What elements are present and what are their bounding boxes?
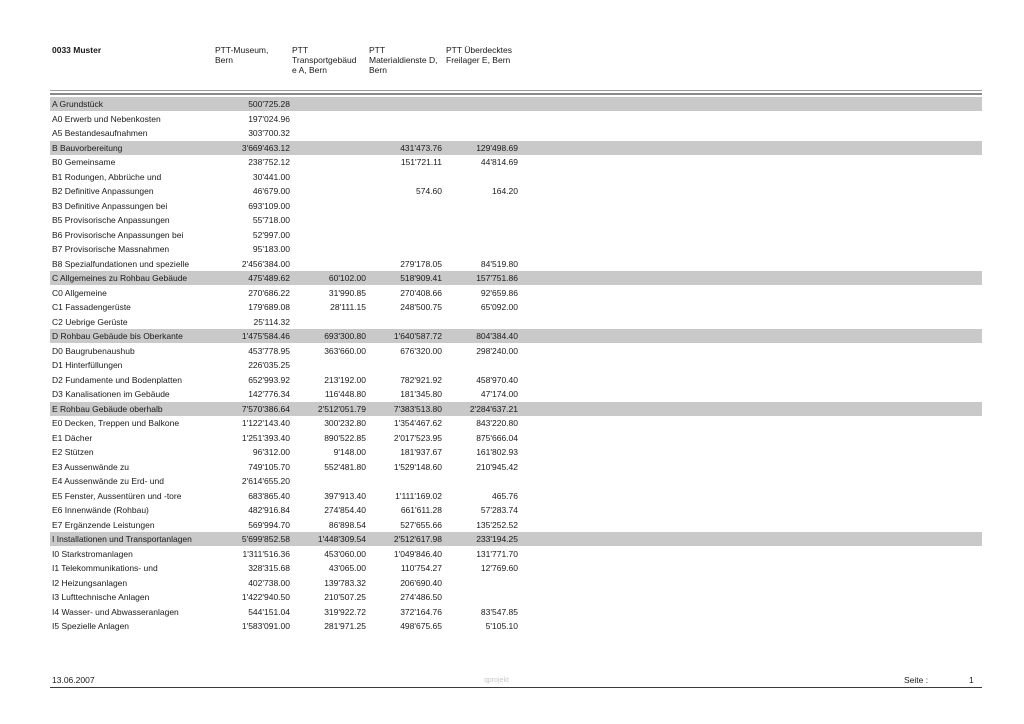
row-value-col-2: 60'102.00 bbox=[328, 273, 366, 283]
footer-page-number: 1 bbox=[969, 675, 974, 685]
row-value-col-1: 238'752.12 bbox=[248, 157, 290, 167]
row-value-col-3: 181'937.67 bbox=[400, 447, 442, 457]
table-row bbox=[50, 619, 982, 633]
row-value-col-3: 1'354'467.62 bbox=[393, 418, 442, 428]
row-value-col-3: 2'017'523.95 bbox=[393, 432, 442, 443]
row-value-col-1: 1'122'143.40 bbox=[241, 418, 290, 428]
row-value-col-3: 431'473.76 bbox=[400, 142, 442, 153]
group-row bbox=[50, 532, 982, 546]
row-label: B3 Definitive Anpassungen bei bbox=[52, 200, 168, 211]
row-value-col-3: 151'721.11 bbox=[400, 157, 442, 167]
table-row bbox=[50, 503, 982, 517]
group-row bbox=[50, 329, 982, 343]
row-value-col-2: 397'913.40 bbox=[324, 490, 366, 501]
table-row bbox=[50, 547, 982, 561]
column-header-line: e A, Bern bbox=[292, 65, 327, 75]
row-value-col-1: 500'725.28 bbox=[248, 99, 290, 109]
table-row bbox=[50, 416, 982, 430]
row-value-col-4: 92'659.86 bbox=[480, 287, 518, 298]
row-label: E3 Aussenwände zu bbox=[52, 461, 130, 472]
row-label: E7 Ergänzende Leistungen bbox=[52, 519, 155, 530]
row-label: B0 Gemeinsame bbox=[52, 157, 116, 167]
row-value-col-2: 274'854.40 bbox=[324, 505, 366, 515]
row-value-col-3: 518'909.41 bbox=[400, 273, 442, 283]
footer-date: 13.06.2007 bbox=[52, 675, 95, 685]
row-value-col-4: 83'547.85 bbox=[480, 606, 518, 617]
row-value-col-3: 206'690.40 bbox=[400, 577, 442, 588]
table-row bbox=[50, 112, 982, 126]
table-row bbox=[50, 228, 982, 242]
cost-table bbox=[50, 0, 982, 724]
row-value-col-1: 179'689.08 bbox=[248, 302, 290, 312]
row-value-col-4: 465.76 bbox=[492, 490, 518, 501]
row-label: I5 Spezielle Anlagen bbox=[52, 621, 130, 631]
row-value-col-1: 475'489.62 bbox=[248, 273, 290, 283]
row-value-col-1: 1'251'393.40 bbox=[241, 432, 290, 443]
row-value-col-3: 7'383'513.80 bbox=[393, 403, 442, 414]
column-header-line: PTT-Museum, bbox=[215, 45, 269, 55]
row-value-col-3: 1'049'846.40 bbox=[393, 548, 442, 559]
row-value-col-1: 142'776.34 bbox=[248, 389, 290, 399]
row-value-col-3: 1'529'148.60 bbox=[393, 461, 442, 472]
column-header-line: Bern bbox=[215, 55, 233, 65]
footer-watermark: qprojekt bbox=[484, 677, 509, 684]
row-value-col-4: 233'194.25 bbox=[476, 534, 518, 544]
row-value-col-4: 47'174.00 bbox=[480, 389, 518, 399]
column-header-line: PTT Überdecktes bbox=[446, 45, 512, 55]
row-value-col-1: 95'183.00 bbox=[252, 244, 290, 254]
row-label: A Grundstück bbox=[52, 99, 104, 109]
row-value-col-1: 1'583'091.00 bbox=[241, 621, 290, 631]
row-value-col-2: 213'192.00 bbox=[324, 374, 366, 385]
row-value-col-4: 5'105.10 bbox=[485, 621, 518, 631]
row-value-col-4: 458'970.40 bbox=[476, 374, 518, 385]
row-value-col-1: 25'114.32 bbox=[253, 316, 290, 327]
table-row bbox=[50, 155, 982, 169]
column-header-line: Materialdienste D, bbox=[369, 55, 438, 65]
row-value-col-1: 52'997.00 bbox=[252, 229, 290, 240]
table-row bbox=[50, 126, 982, 140]
row-value-col-2: 363'660.00 bbox=[324, 345, 366, 356]
row-label: C1 Fassadengerüste bbox=[52, 302, 131, 312]
table-row bbox=[50, 590, 982, 604]
row-value-col-2: 210'507.25 bbox=[324, 592, 366, 602]
row-value-col-3: 782'921.92 bbox=[400, 374, 442, 385]
row-value-col-1: 3'669'463.12 bbox=[241, 142, 290, 153]
row-value-col-2: 453'060.00 bbox=[324, 548, 366, 559]
group-row bbox=[50, 97, 982, 111]
row-label: D1 Hinterfüllungen bbox=[52, 360, 123, 370]
row-label: I4 Wasser- und Abwasseranlagen bbox=[52, 606, 179, 617]
row-value-col-2: 281'971.25 bbox=[324, 621, 366, 631]
row-value-col-4: 157'751.86 bbox=[476, 273, 518, 283]
row-value-col-4: 298'240.00 bbox=[476, 345, 518, 356]
row-label: I1 Telekommunikations- und bbox=[52, 563, 158, 573]
row-value-col-2: 28'111.15 bbox=[330, 302, 366, 312]
row-value-col-4: 164.20 bbox=[492, 186, 518, 196]
table-row bbox=[50, 576, 982, 590]
row-label: B5 Provisorische Anpassungen bbox=[52, 215, 170, 225]
row-label: B8 Spezialfundationen und spezielle bbox=[52, 258, 190, 269]
row-value-col-4: 131'771.70 bbox=[476, 548, 518, 559]
row-label: B2 Definitive Anpassungen bbox=[52, 186, 154, 196]
row-value-col-3: 279'178.05 bbox=[400, 258, 442, 269]
row-value-col-1: 693'109.00 bbox=[248, 200, 290, 211]
row-value-col-3: 1'111'169.02 bbox=[395, 490, 442, 501]
row-value-col-4: 843'220.80 bbox=[476, 418, 518, 428]
row-value-col-1: 55'718.00 bbox=[252, 215, 290, 225]
row-label: B6 Provisorische Anpassungen bei bbox=[52, 229, 184, 240]
row-value-col-4: 875'666.04 bbox=[476, 432, 518, 443]
row-value-col-4: 65'092.00 bbox=[480, 302, 518, 312]
row-value-col-1: 2'456'384.00 bbox=[241, 258, 290, 269]
row-value-col-1: 1'311'516.36 bbox=[242, 548, 290, 559]
table-row bbox=[50, 184, 982, 198]
table-row bbox=[50, 474, 982, 488]
footer-page-label: Seite : bbox=[904, 675, 929, 685]
row-label: A0 Erwerb und Nebenkosten bbox=[52, 113, 161, 124]
row-value-col-3: 2'512'617.98 bbox=[393, 534, 442, 544]
row-label: D Rohbau Gebäude bis Oberkante bbox=[52, 331, 183, 341]
row-label: D2 Fundamente und Bodenplatten bbox=[52, 374, 182, 385]
row-value-col-4: 161'802.93 bbox=[476, 447, 518, 457]
row-value-col-1: 749'105.70 bbox=[248, 461, 290, 472]
row-value-col-1: 46'679.00 bbox=[252, 186, 290, 196]
row-label: E2 Stützen bbox=[52, 447, 94, 457]
table-row bbox=[50, 431, 982, 445]
row-value-col-1: 197'024.96 bbox=[248, 113, 290, 124]
row-label: I2 Heizungsanlagen bbox=[52, 577, 128, 588]
row-label: C Allgemeines zu Rohbau Gebäude bbox=[52, 273, 188, 283]
row-label: C0 Allgemeine bbox=[52, 287, 107, 298]
row-value-col-2: 116'448.80 bbox=[324, 389, 366, 399]
row-value-col-1: 5'699'852.58 bbox=[241, 534, 290, 544]
column-header-line: Transportgebäud bbox=[292, 55, 357, 65]
column-header-line: Freilager E, Bern bbox=[446, 55, 511, 65]
row-value-col-1: 569'994.70 bbox=[248, 519, 290, 530]
table-row bbox=[50, 199, 982, 213]
row-value-col-4: 2'284'637.21 bbox=[469, 403, 518, 414]
table-row bbox=[50, 518, 982, 532]
table-row bbox=[50, 300, 982, 314]
row-value-col-2: 2'512'051.79 bbox=[317, 403, 366, 414]
row-value-col-1: 226'035.25 bbox=[248, 360, 290, 370]
row-value-col-2: 9'148.00 bbox=[333, 447, 366, 457]
row-value-col-3: 1'640'587.72 bbox=[393, 331, 442, 341]
row-value-col-1: 96'312.00 bbox=[252, 447, 290, 457]
table-row bbox=[50, 358, 982, 372]
group-row bbox=[50, 402, 982, 416]
row-label: I Installationen und Transportanlagen bbox=[52, 534, 192, 544]
row-value-col-4: 210'945.42 bbox=[476, 461, 518, 472]
row-value-col-3: 574.60 bbox=[416, 186, 442, 196]
table-row bbox=[50, 344, 982, 358]
row-value-col-4: 135'252.52 bbox=[476, 519, 518, 530]
table-row bbox=[50, 242, 982, 256]
row-label: B Bauvorbereitung bbox=[52, 142, 123, 153]
report-title: 0033 Muster bbox=[52, 45, 102, 55]
row-value-col-2: 693'300.80 bbox=[324, 331, 366, 341]
row-value-col-2: 300'232.80 bbox=[324, 418, 366, 428]
row-label: E4 Aussenwände zu Erd- und bbox=[52, 476, 164, 486]
table-row bbox=[50, 605, 982, 619]
row-value-col-1: 1'422'940.50 bbox=[241, 592, 290, 602]
table-row bbox=[50, 170, 982, 184]
row-label: I0 Starkstromanlagen bbox=[52, 548, 133, 559]
row-value-col-2: 43'065.00 bbox=[328, 563, 366, 573]
row-value-col-1: 303'700.32 bbox=[248, 128, 290, 138]
row-label: B1 Rodungen, Abbrüche und bbox=[52, 171, 162, 182]
column-header-line: Bern bbox=[369, 65, 387, 75]
row-value-col-4: 84'519.80 bbox=[480, 258, 518, 269]
row-value-col-1: 328'315.68 bbox=[248, 563, 290, 573]
row-value-col-1: 482'916.84 bbox=[248, 505, 290, 515]
table-row bbox=[50, 286, 982, 300]
row-label: E5 Fenster, Aussentüren und -tore bbox=[52, 490, 182, 501]
table-row bbox=[50, 460, 982, 474]
row-value-col-4: 12'769.60 bbox=[480, 563, 518, 573]
row-value-col-2: 139'783.32 bbox=[324, 577, 366, 588]
row-value-col-3: 181'345.80 bbox=[400, 389, 442, 399]
row-value-col-1: 270'686.22 bbox=[248, 287, 290, 298]
row-label: B7 Provisorische Massnahmen bbox=[52, 244, 170, 254]
row-value-col-2: 552'481.80 bbox=[324, 461, 366, 472]
row-value-col-3: 270'408.66 bbox=[400, 287, 442, 298]
row-value-col-3: 372'164.76 bbox=[400, 606, 442, 617]
row-value-col-3: 498'675.65 bbox=[400, 621, 442, 631]
row-label: I3 Lufttechnische Anlagen bbox=[52, 592, 150, 602]
row-value-col-1: 544'151.04 bbox=[248, 606, 290, 617]
row-value-col-4: 57'283.74 bbox=[480, 505, 518, 515]
row-value-col-1: 2'614'655.20 bbox=[241, 476, 290, 486]
row-value-col-2: 1'448'309.54 bbox=[317, 534, 366, 544]
row-value-col-3: 274'486.50 bbox=[400, 592, 442, 602]
row-value-col-3: 527'655.66 bbox=[400, 519, 442, 530]
row-label: E1 Dächer bbox=[52, 432, 93, 443]
group-row bbox=[50, 141, 982, 155]
row-value-col-4: 129'498.69 bbox=[476, 142, 518, 153]
row-value-col-3: 248'500.75 bbox=[400, 302, 442, 312]
row-value-col-1: 7'570'386.64 bbox=[241, 403, 290, 414]
table-row bbox=[50, 315, 982, 329]
row-value-col-1: 402'738.00 bbox=[248, 577, 290, 588]
row-value-col-1: 30'441.00 bbox=[252, 171, 290, 182]
row-value-col-1: 652'993.92 bbox=[248, 374, 290, 385]
footer-divider bbox=[50, 687, 982, 688]
row-label: C2 Uebrige Gerüste bbox=[52, 316, 128, 327]
table-row bbox=[50, 445, 982, 459]
group-row bbox=[50, 271, 982, 285]
table-row bbox=[50, 387, 982, 401]
table-row bbox=[50, 373, 982, 387]
row-value-col-2: 319'922.72 bbox=[324, 606, 366, 617]
row-value-col-4: 804'384.40 bbox=[476, 331, 518, 341]
row-label: D3 Kanalisationen im Gebäude bbox=[52, 389, 170, 399]
table-row bbox=[50, 257, 982, 271]
row-value-col-1: 683'865.40 bbox=[248, 490, 290, 501]
row-label: D0 Baugrubenaushub bbox=[52, 345, 135, 356]
column-header-line: PTT bbox=[292, 45, 309, 55]
table-row bbox=[50, 213, 982, 227]
row-value-col-3: 661'611.28 bbox=[400, 505, 442, 515]
row-value-col-3: 676'320.00 bbox=[400, 345, 442, 356]
row-label: E Rohbau Gebäude oberhalb bbox=[52, 403, 163, 414]
row-value-col-4: 44'814.69 bbox=[480, 157, 518, 167]
row-value-col-2: 890'522.85 bbox=[324, 432, 366, 443]
table-row bbox=[50, 561, 982, 575]
row-value-col-1: 453'778.95 bbox=[248, 345, 290, 356]
row-value-col-1: 1'475'584.46 bbox=[241, 331, 290, 341]
row-label: A5 Bestandesaufnahmen bbox=[52, 128, 148, 138]
row-value-col-2: 31'990.85 bbox=[328, 287, 366, 298]
row-label: E6 Innenwände (Rohbau) bbox=[52, 505, 149, 515]
table-row bbox=[50, 489, 982, 503]
column-header-line: PTT bbox=[369, 45, 386, 55]
row-value-col-3: 110'754.27 bbox=[400, 563, 442, 573]
row-value-col-2: 86'898.54 bbox=[328, 519, 366, 530]
row-label: E0 Decken, Treppen und Balkone bbox=[52, 418, 180, 428]
